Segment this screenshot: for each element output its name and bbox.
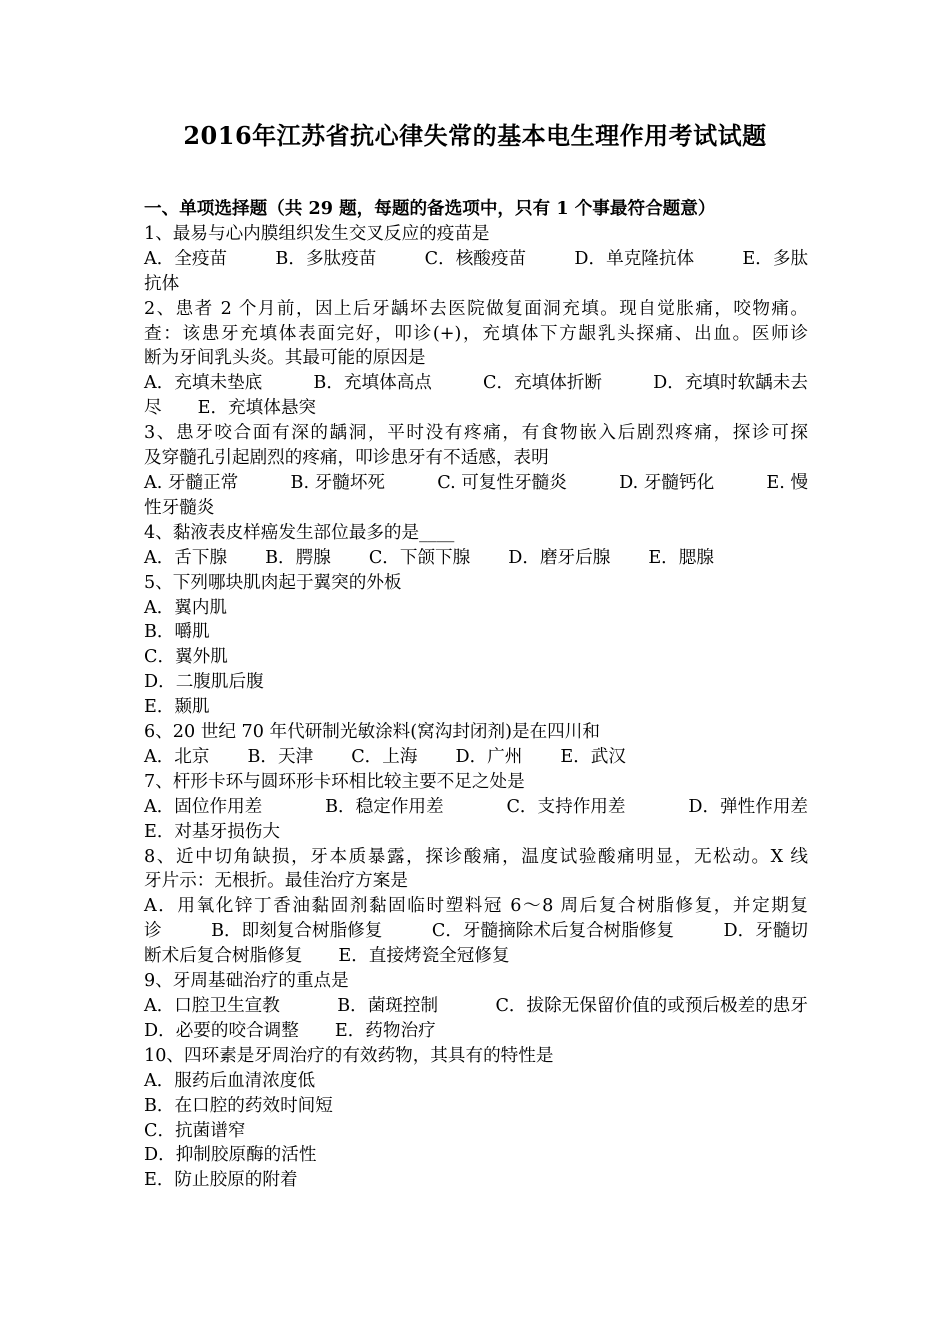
question-stem: 9、牙周基础治疗的重点是 [144, 971, 349, 992]
option-b: B．充填体高点 [313, 373, 432, 394]
option-c: C．抗菌谱窄 [144, 1120, 246, 1141]
option-c: C．上海 [351, 746, 418, 767]
question-1 [144, 222, 808, 297]
option-e: E．武汉 [560, 746, 626, 767]
option-d: D. 牙髓钙化 [619, 472, 715, 493]
option-continuation: 性牙髓炎 [144, 497, 215, 518]
option-c: C．支持作用差 [506, 796, 626, 817]
option-c: C．翼外肌 [144, 647, 228, 668]
option-e: E．药物治疗 [334, 1020, 436, 1041]
option-continuation: 抗体 [144, 273, 180, 294]
option-a: A．充填未垫底 [144, 373, 263, 394]
option-b: B．天津 [247, 746, 314, 767]
question-4 [144, 521, 808, 571]
question-stem: 8、近中切角缺损，牙本质暴露，探诊酸痛，温度试验酸痛明显，无松动。X 线 [144, 846, 808, 867]
option-a: A．用氧化锌丁香油黏固剂黏固临时塑料冠 6～8 周后复合树脂修复，并定期复 [144, 896, 808, 917]
question-stem: 牙片示：无根折。最佳治疗方案是 [144, 871, 408, 892]
option-row [144, 919, 808, 944]
option-d: D．广州 [455, 746, 523, 767]
option-row [144, 994, 808, 1019]
option-a: A．全疫苗 [144, 248, 228, 269]
option-a: A．北京 [144, 746, 210, 767]
question-stem: 4、黏液表皮样癌发生部位最多的是____ [144, 522, 455, 543]
option-e: E．直接烤瓷全冠修复 [338, 946, 510, 967]
question-stem: 及穿髓孔引起剧烈的疼痛，叩诊患牙有不适感，表明 [144, 448, 549, 469]
option-d: D．抑制胶原酶的活性 [144, 1145, 317, 1166]
option-a: A．翼内肌 [144, 597, 228, 618]
option-row [144, 745, 808, 770]
option-row [144, 247, 808, 272]
question-2 [144, 297, 808, 422]
option-a: A．服药后血清浓度低 [144, 1070, 316, 1091]
option-c: C．核酸疫苗 [424, 248, 527, 269]
question-stem: 7、杆形卡环与圆环形卡环相比较主要不足之处是 [144, 771, 525, 792]
question-7 [144, 770, 808, 845]
section-heading: 一、单项选择题（共 29 题，每题的备选项中，只有 1 个事最符合题意） [144, 198, 716, 219]
option-b: B．腭腺 [265, 547, 331, 568]
option-e: E．颞肌 [144, 697, 210, 718]
option-e: E．充填体悬突 [197, 398, 317, 419]
option-continuation: 尽 [144, 398, 162, 419]
question-stem: 10、四环素是牙周治疗的有效药物，其具有的特性是 [144, 1045, 554, 1066]
question-5 [144, 571, 808, 720]
document-body [144, 197, 808, 1193]
option-b: B．菌斑控制 [337, 996, 439, 1016]
option-a-continuation: 诊 [144, 921, 162, 942]
option-b: B．在口腔的药效时间短 [144, 1095, 333, 1116]
option-e: E．腮腺 [648, 547, 714, 568]
option-b: B．嚼肌 [144, 622, 210, 643]
question-8 [144, 845, 808, 970]
question-9 [144, 969, 808, 1044]
option-continuation: 断术后复合树脂修复 [144, 946, 303, 967]
question-6 [144, 720, 808, 770]
option-e: E．多肽 [742, 248, 809, 269]
option-c: C．下颌下腺 [368, 547, 471, 568]
option-row [144, 944, 808, 969]
option-a: A．口腔卫生宣教 [144, 996, 280, 1016]
option-a: A. 牙髓正常 [144, 472, 239, 493]
question-stem: 3、患牙咬合面有深的龋洞，平时没有疼痛，有食物嵌入后剧烈疼痛，探诊可探 [144, 423, 808, 444]
option-c: C．牙髓摘除术后复合树脂修复 [431, 921, 675, 942]
option-row [144, 396, 808, 421]
option-row [144, 546, 808, 571]
option-d: D．单克隆抗体 [574, 248, 695, 269]
option-a: A．舌下腺 [144, 547, 228, 568]
option-row [144, 795, 808, 820]
option-d: D．二腹肌后腹 [144, 672, 264, 693]
option-row [144, 1019, 808, 1044]
question-stem: 6、20 世纪 70 年代研制光敏涂料(窝沟封闭剂)是在四川和 [144, 722, 600, 743]
question-3 [144, 421, 808, 521]
option-row [144, 371, 808, 396]
question-10 [144, 1044, 808, 1193]
option-row [144, 471, 808, 496]
option-b: B. 牙髓坏死 [290, 472, 386, 493]
option-b: B．即刻复合树脂修复 [211, 921, 383, 942]
option-c: C．充填体折断 [483, 373, 603, 394]
option-e: E．防止胶原的附着 [144, 1170, 298, 1191]
option-c: C. 可复性牙髓炎 [437, 472, 567, 493]
question-stem: 查：该患牙充填体表面完好，叩诊(+)，充填体下方龈乳头探痛、出血。医师诊 [144, 323, 808, 344]
option-a: A．固位作用差 [144, 796, 263, 817]
option-d: D．牙髓切 [723, 921, 809, 942]
question-stem: 2、患者 2 个月前，因上后牙龋坏去医院做复面洞充填。现自觉胀痛，咬物痛。 [144, 298, 808, 319]
option-d: D．弹性作用差 [688, 796, 809, 817]
option-c: C．拔除无保留价值的或预后极差的患牙 [495, 996, 808, 1016]
option-d: D．必要的咬合调整 [144, 1020, 299, 1041]
question-stem: 1、最易与心内膜组织发生交叉反应的疫苗是 [144, 223, 490, 244]
option-d: D．充填时软龋未去 [653, 373, 808, 394]
page-title: 2016年江苏省抗心律失常的基本电生理作用考试试题 [183, 121, 767, 150]
question-stem: 断为牙间乳头炎。其最可能的原因是 [144, 348, 426, 369]
option-d: D．磨牙后腺 [508, 547, 611, 568]
option-e: E. 慢 [766, 472, 809, 493]
option-b: B．稳定作用差 [325, 796, 444, 817]
option-b: B．多肽疫苗 [275, 248, 377, 269]
option-e: E．对基牙损伤大 [144, 821, 281, 842]
question-stem: 5、下列哪块肌肉起于翼突的外板 [144, 572, 402, 593]
